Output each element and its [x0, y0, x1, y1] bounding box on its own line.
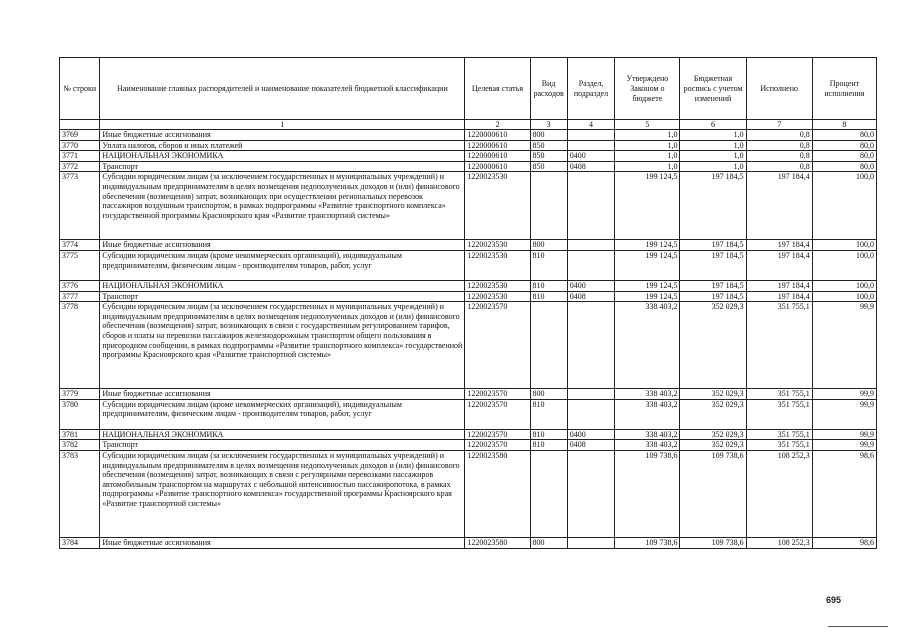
- row-number-cell: 3770: [60, 140, 100, 151]
- section-cell: [567, 250, 615, 280]
- name-cell: Иные бюджетные ассигнования: [100, 130, 465, 141]
- header-row: [60, 58, 877, 120]
- target-article-cell: 1220023570: [465, 302, 530, 389]
- table-row: [60, 537, 877, 548]
- expense-type-cell: 800: [530, 130, 567, 141]
- table-row: [60, 240, 877, 251]
- percent-cell: 80,0: [812, 130, 876, 141]
- percent-cell: 98,6: [812, 537, 876, 548]
- table-row: [60, 389, 877, 400]
- section-cell: 0408: [567, 291, 615, 302]
- section-cell: [567, 240, 615, 251]
- row-number-cell: 3774: [60, 240, 100, 251]
- budget-schedule-cell: 352 029,3: [680, 302, 746, 389]
- budget-schedule-cell: 1,0: [680, 130, 746, 141]
- table-row: [60, 130, 877, 141]
- executed-amount-cell: 0,8: [746, 151, 812, 162]
- name-cell: Субсидии юридическим лицам (за исключением государственных и муниципальных учреждений) и индивидуальным предпринимателям в целях возмещения недополученных доходов и (или) финансового обеспечения (возмещения) затрат, возникающих при осуществлении региональных перевозок пассажиров воздушным транспортом, в рамках подпрограммы «Развитие транспортного комплекса» государственной программы Красноярского края «Развитие транспортной системы»: [100, 172, 465, 240]
- target-article-cell: 1220023530: [465, 172, 530, 240]
- budget-schedule-cell: 1,0: [680, 161, 746, 172]
- budget-schedule-cell: 352 029,3: [680, 399, 746, 429]
- name-cell: НАЦИОНАЛЬНАЯ ЭКОНОМИКА: [100, 429, 465, 440]
- approved-amount-cell: 1,0: [615, 140, 680, 151]
- approved-amount-cell: 199 124,5: [615, 291, 680, 302]
- table-row: [60, 161, 877, 172]
- executed-amount-cell: 351 755,1: [746, 399, 812, 429]
- section-cell: 0408: [567, 440, 615, 451]
- budget-execution-table: [59, 57, 877, 549]
- percent-cell: 99,9: [812, 440, 876, 451]
- row-number-cell: 3778: [60, 302, 100, 389]
- executed-amount-cell: 108 252,3: [746, 450, 812, 537]
- name-cell: НАЦИОНАЛЬНАЯ ЭКОНОМИКА: [100, 151, 465, 162]
- section-cell: [567, 302, 615, 389]
- header-cell-executed: Исполнено: [746, 58, 812, 120]
- table-row: [60, 172, 877, 240]
- column-number-cell: 8: [812, 120, 876, 130]
- row-number-cell: 3775: [60, 250, 100, 280]
- section-cell: [567, 537, 615, 548]
- target-article-cell: 1220023570: [465, 389, 530, 400]
- budget-schedule-cell: 1,0: [680, 140, 746, 151]
- approved-amount-cell: 1,0: [615, 151, 680, 162]
- target-article-cell: 1220023530: [465, 240, 530, 251]
- row-number-cell: 3776: [60, 280, 100, 291]
- header-cell-expense-type: Вид расходов: [530, 58, 567, 120]
- executed-amount-cell: 108 252,3: [746, 537, 812, 548]
- approved-amount-cell: 199 124,5: [615, 250, 680, 280]
- expense-type-cell: [530, 450, 567, 537]
- percent-cell: 100,0: [812, 172, 876, 240]
- budget-schedule-cell: 352 029,3: [680, 440, 746, 451]
- executed-amount-cell: 351 755,1: [746, 389, 812, 400]
- name-cell: НАЦИОНАЛЬНАЯ ЭКОНОМИКА: [100, 280, 465, 291]
- row-number-cell: 3779: [60, 389, 100, 400]
- executed-amount-cell: 197 184,4: [746, 172, 812, 240]
- percent-cell: 99,9: [812, 389, 876, 400]
- header-cell-budget-schedule: Бюджетная роспись с учетом изменений: [680, 58, 746, 120]
- section-cell: [567, 450, 615, 537]
- approved-amount-cell: 338 403,2: [615, 389, 680, 400]
- column-number-cell: 5: [615, 120, 680, 130]
- column-number-cell: 3: [530, 120, 567, 130]
- percent-cell: 100,0: [812, 240, 876, 251]
- percent-cell: 80,0: [812, 151, 876, 162]
- percent-cell: 100,0: [812, 250, 876, 280]
- budget-schedule-cell: 197 184,5: [680, 280, 746, 291]
- row-number-cell: 3771: [60, 151, 100, 162]
- row-number-cell: 3769: [60, 130, 100, 141]
- row-number-cell: 3780: [60, 399, 100, 429]
- section-cell: 0400: [567, 429, 615, 440]
- table-row: [60, 140, 877, 151]
- table-row: [60, 151, 877, 162]
- expense-type-cell: [530, 302, 567, 389]
- target-article-cell: 1220023580: [465, 450, 530, 537]
- expense-type-cell: 800: [530, 240, 567, 251]
- table-row: [60, 450, 877, 537]
- table-row: [60, 440, 877, 451]
- section-cell: 0408: [567, 161, 615, 172]
- name-cell: Субсидии юридическим лицам (за исключением государственных и муниципальных учреждений) и индивидуальным предпринимателям в целях возмещения недополученных доходов и (или) финансового обеспечения (возмещения) затрат, возникающих в связи с регулярными перевозками пассажиров автомобильным транспортом на маршрутах с небольшой интенсивностью пассажиропотока, в рамках подпрограммы «Развитие транспортного комплекса» государственной программы Красноярского края «Развитие транспортной системы»: [100, 450, 465, 537]
- approved-amount-cell: 338 403,2: [615, 399, 680, 429]
- target-article-cell: 1220000610: [465, 130, 530, 141]
- percent-cell: 99,9: [812, 429, 876, 440]
- executed-amount-cell: 351 755,1: [746, 429, 812, 440]
- budget-schedule-cell: 1,0: [680, 151, 746, 162]
- percent-cell: 80,0: [812, 161, 876, 172]
- target-article-cell: 1220000610: [465, 151, 530, 162]
- target-article-cell: 1220023530: [465, 250, 530, 280]
- executed-amount-cell: 0,8: [746, 140, 812, 151]
- target-article-cell: 1220023530: [465, 291, 530, 302]
- budget-schedule-cell: 197 184,5: [680, 250, 746, 280]
- approved-amount-cell: 199 124,5: [615, 172, 680, 240]
- column-number-cell: 1: [100, 120, 465, 130]
- expense-type-cell: 810: [530, 280, 567, 291]
- table-row: [60, 429, 877, 440]
- approved-amount-cell: 199 124,5: [615, 240, 680, 251]
- section-cell: [567, 399, 615, 429]
- header-cell-name: Наименование главных распорядителей и наименование показателей бюджетной классификации: [100, 58, 465, 120]
- expense-type-cell: 810: [530, 440, 567, 451]
- target-article-cell: 1220023570: [465, 440, 530, 451]
- section-cell: [567, 130, 615, 141]
- percent-cell: 99,9: [812, 399, 876, 429]
- approved-amount-cell: 109 738,6: [615, 450, 680, 537]
- budget-schedule-cell: 197 184,5: [680, 291, 746, 302]
- expense-type-cell: [530, 172, 567, 240]
- column-number-cell: 7: [746, 120, 812, 130]
- section-cell: 0400: [567, 151, 615, 162]
- table-row: [60, 280, 877, 291]
- executed-amount-cell: 197 184,4: [746, 250, 812, 280]
- target-article-cell: 1220023570: [465, 429, 530, 440]
- expense-type-cell: 800: [530, 537, 567, 548]
- budget-schedule-cell: 109 738,6: [680, 537, 746, 548]
- budget-schedule-cell: 197 184,5: [680, 172, 746, 240]
- expense-type-cell: 850: [530, 140, 567, 151]
- percent-cell: 80,0: [812, 140, 876, 151]
- budget-schedule-cell: 352 029,3: [680, 389, 746, 400]
- budget-schedule-cell: 352 029,3: [680, 429, 746, 440]
- section-cell: [567, 172, 615, 240]
- expense-type-cell: 850: [530, 161, 567, 172]
- target-article-cell: 1220023580: [465, 537, 530, 548]
- column-number-row: [60, 120, 877, 130]
- row-number-cell: 3784: [60, 537, 100, 548]
- executed-amount-cell: 0,8: [746, 161, 812, 172]
- row-number-cell: 3773: [60, 172, 100, 240]
- executed-amount-cell: 197 184,4: [746, 291, 812, 302]
- percent-cell: 99,9: [812, 302, 876, 389]
- approved-amount-cell: 199 124,5: [615, 280, 680, 291]
- column-number-cell: 2: [465, 120, 530, 130]
- row-number-cell: 3772: [60, 161, 100, 172]
- table-row: [60, 291, 877, 302]
- expense-type-cell: 800: [530, 389, 567, 400]
- header-cell-section: Раздел, подраздел: [567, 58, 615, 120]
- row-number-cell: 3781: [60, 429, 100, 440]
- name-cell: Транспорт: [100, 440, 465, 451]
- footer-divider: [828, 626, 888, 627]
- name-cell: Транспорт: [100, 291, 465, 302]
- column-number-cell: 6: [680, 120, 746, 130]
- percent-cell: 100,0: [812, 291, 876, 302]
- executed-amount-cell: 197 184,4: [746, 280, 812, 291]
- row-number-cell: 3777: [60, 291, 100, 302]
- row-number-cell: 3783: [60, 450, 100, 537]
- approved-amount-cell: 338 403,2: [615, 302, 680, 389]
- expense-type-cell: 810: [530, 250, 567, 280]
- header-cell-target-article: Целевая статья: [465, 58, 530, 120]
- section-cell: 0400: [567, 280, 615, 291]
- name-cell: Иные бюджетные ассигнования: [100, 537, 465, 548]
- approved-amount-cell: 338 403,2: [615, 429, 680, 440]
- name-cell: Иные бюджетные ассигнования: [100, 240, 465, 251]
- section-cell: [567, 140, 615, 151]
- approved-amount-cell: 1,0: [615, 130, 680, 141]
- budget-schedule-cell: 197 184,5: [680, 240, 746, 251]
- budget-schedule-cell: 109 738,6: [680, 450, 746, 537]
- table-row: [60, 250, 877, 280]
- header-cell-row-number: № строки: [60, 58, 100, 120]
- column-number-cell: 4: [567, 120, 615, 130]
- name-cell: Субсидии юридическим лицам (кроме некоммерческих организаций), индивидуальным предпринимателям, физическим лицам - производителям товаров, работ, услуг: [100, 250, 465, 280]
- table-body: [60, 130, 877, 549]
- approved-amount-cell: 109 738,6: [615, 537, 680, 548]
- percent-cell: 100,0: [812, 280, 876, 291]
- expense-type-cell: 810: [530, 399, 567, 429]
- expense-type-cell: 850: [530, 151, 567, 162]
- name-cell: Иные бюджетные ассигнования: [100, 389, 465, 400]
- executed-amount-cell: 351 755,1: [746, 302, 812, 389]
- name-cell: Субсидии юридическим лицам (за исключением государственных и муниципальных учреждений) и индивидуальным предпринимателям в целях возмещения недополученных доходов и (или) финансового обеспечения (возмещения) затрат, возникающих в связи с государственным регулированием тарифов, сборов и платы на перевозки пассажиров железнодорожным транспортом общего пользования в пригородном сообщении, в рамках подпрограммы «Развитие транспортного комплекса» государственной программы Красноярского края «Развитие транспортной системы»: [100, 302, 465, 389]
- header-cell-approved: Утверждено Законом о бюджете: [615, 58, 680, 120]
- header-cell-percent: Процент исполнения: [812, 58, 876, 120]
- executed-amount-cell: 0,8: [746, 130, 812, 141]
- target-article-cell: 1220023570: [465, 399, 530, 429]
- page-number: 695: [826, 595, 842, 605]
- percent-cell: 98,6: [812, 450, 876, 537]
- table-row: [60, 302, 877, 389]
- name-cell: Субсидии юридическим лицам (кроме некоммерческих организаций), индивидуальным предпринимателям, физическим лицам - производителям товаров, работ, услуг: [100, 399, 465, 429]
- column-number-cell: [60, 120, 100, 130]
- section-cell: [567, 389, 615, 400]
- executed-amount-cell: 351 755,1: [746, 440, 812, 451]
- target-article-cell: 1220000610: [465, 161, 530, 172]
- approved-amount-cell: 338 403,2: [615, 440, 680, 451]
- expense-type-cell: 810: [530, 291, 567, 302]
- row-number-cell: 3782: [60, 440, 100, 451]
- target-article-cell: 1220023530: [465, 280, 530, 291]
- name-cell: Транспорт: [100, 161, 465, 172]
- approved-amount-cell: 1,0: [615, 161, 680, 172]
- expense-type-cell: 810: [530, 429, 567, 440]
- executed-amount-cell: 197 184,4: [746, 240, 812, 251]
- name-cell: Уплата налогов, сборов и иных платежей: [100, 140, 465, 151]
- target-article-cell: 1220000610: [465, 140, 530, 151]
- table-row: [60, 399, 877, 429]
